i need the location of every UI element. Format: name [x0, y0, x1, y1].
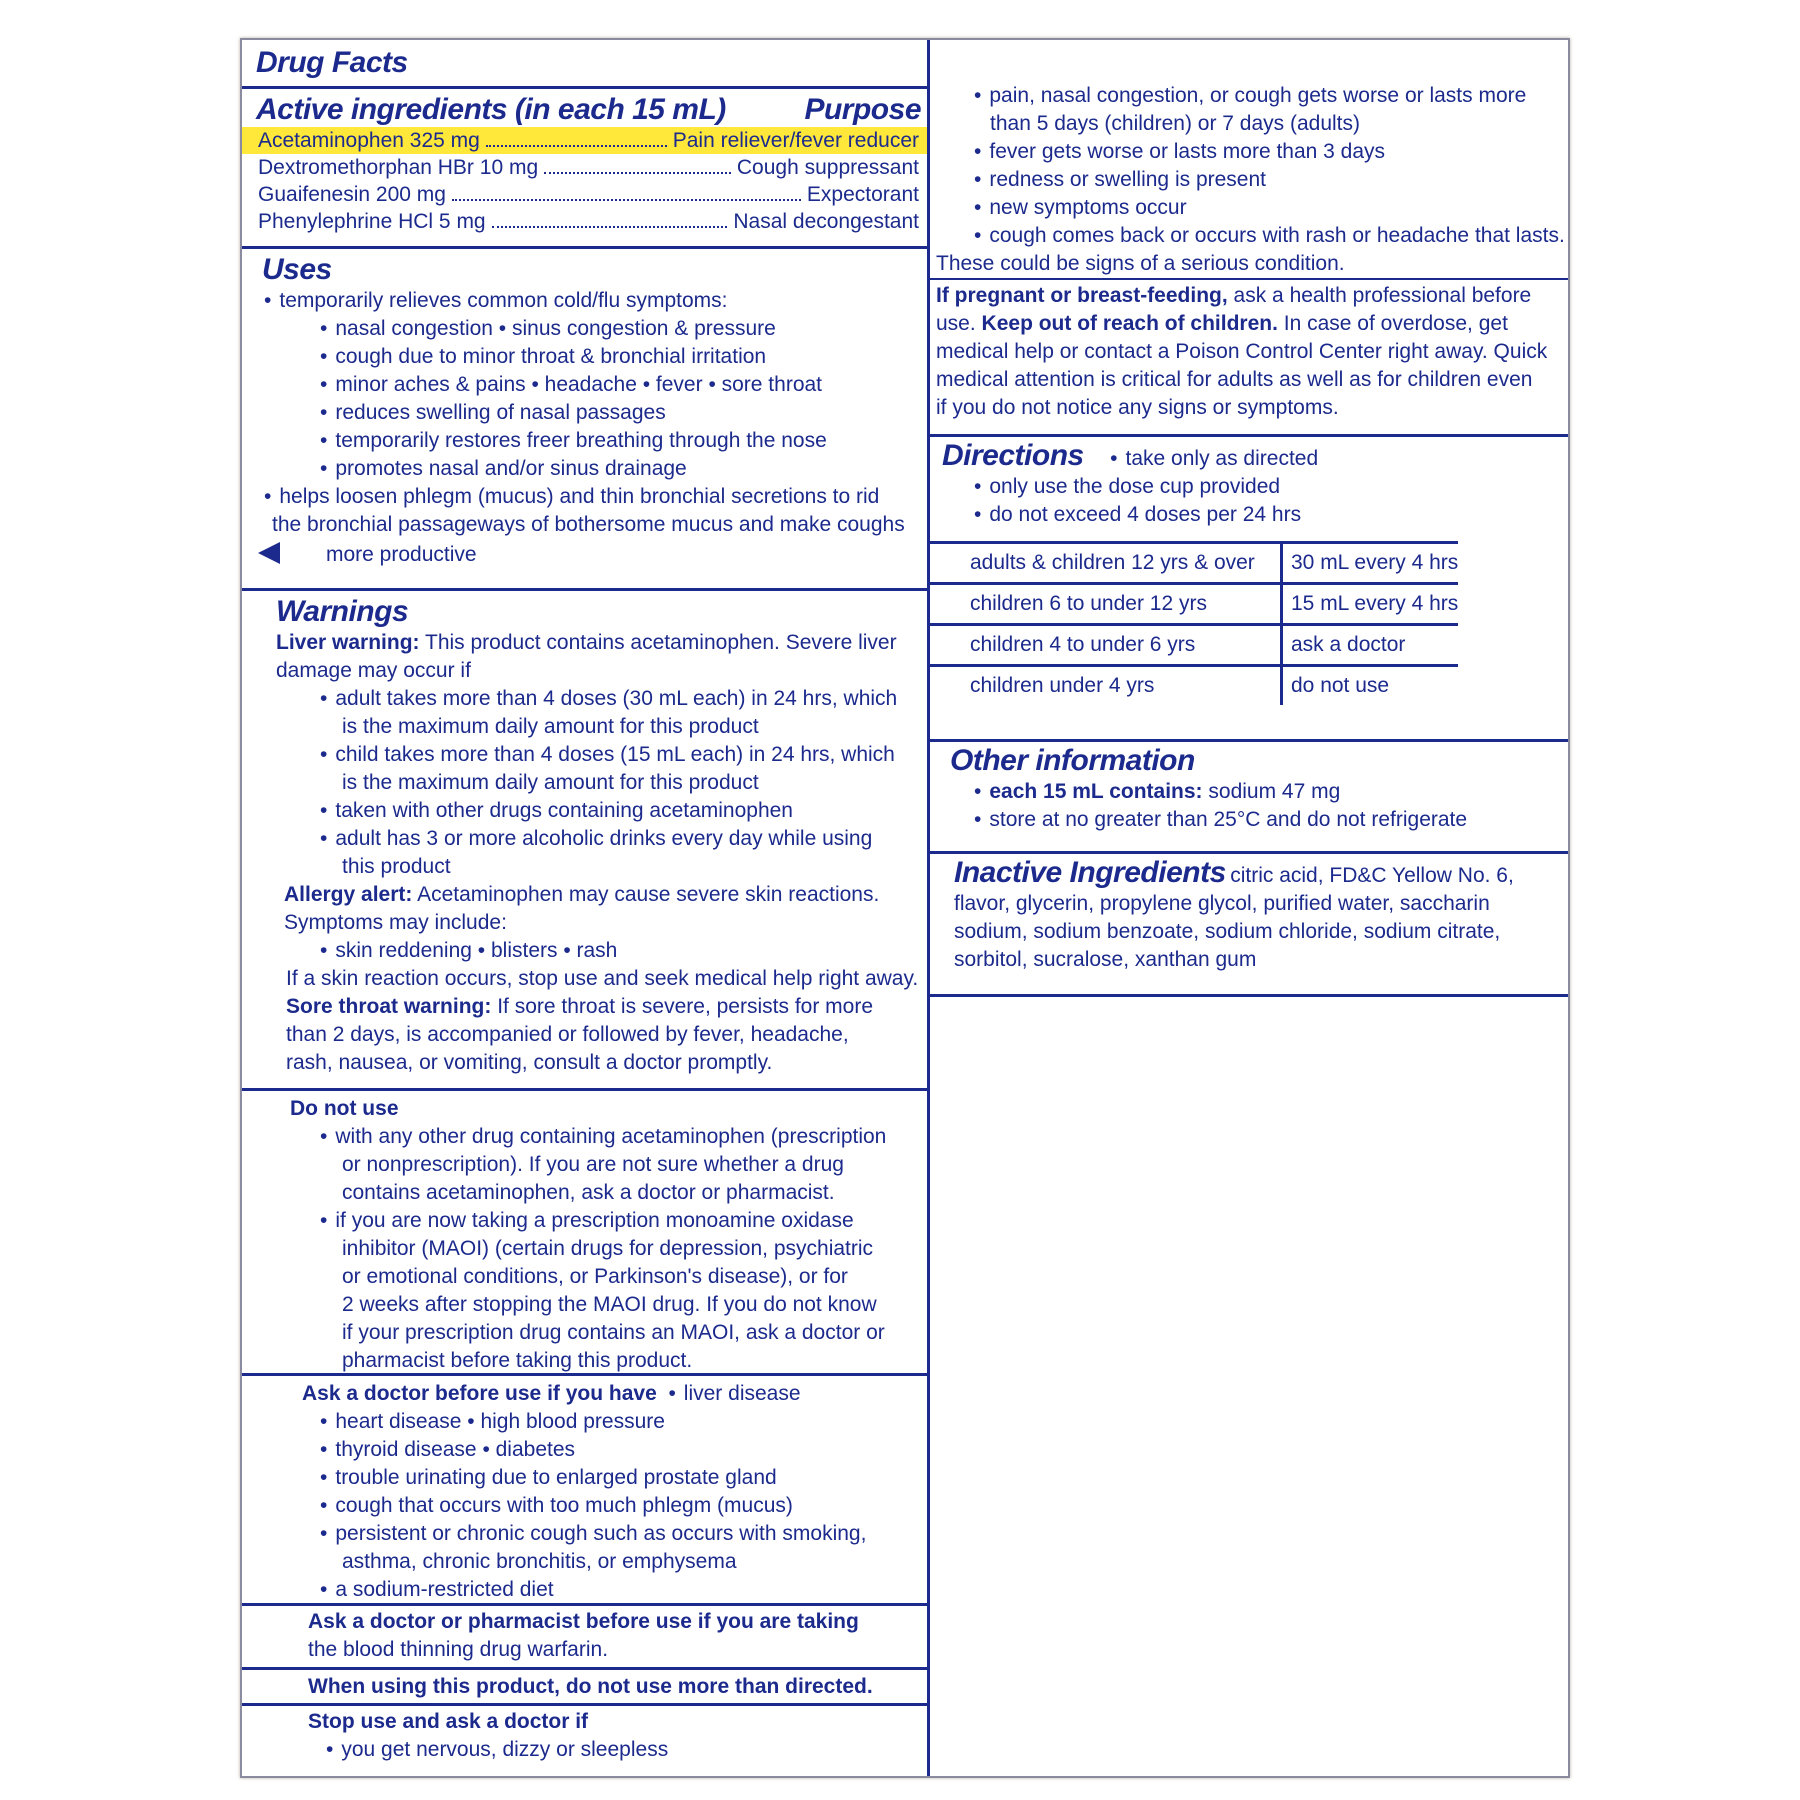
ingredient-row: Guaifenesin 200 mg Expectorant	[258, 183, 919, 206]
list-item: • store at no greater than 25°C and do not refrigerate	[930, 806, 1568, 834]
list-item: • adult takes more than 4 doses (30 mL each) in 24 hrs, which	[242, 685, 927, 713]
list-item: • promotes nasal and/or sinus drainage	[242, 455, 927, 483]
ingredient-row: Phenylephrine HCl 5 mg Nasal decongestant	[258, 210, 919, 233]
uses-heading: Uses	[262, 253, 332, 286]
arrow-left-icon	[258, 542, 280, 564]
page-title: Drug Facts	[256, 46, 408, 79]
list-item: • temporarily restores freer breathing through the nose	[242, 427, 927, 455]
list-item: • cough comes back or occurs with rash or headache that lasts.	[930, 222, 1568, 250]
table-row: children 6 to under 12 yrs 15 mL every 4 hrs	[930, 584, 1458, 625]
list-item: • new symptoms occur	[930, 194, 1568, 222]
other-info-section	[930, 739, 1568, 851]
ask-doctor-section: Ask a doctor before use if you have • liver disease • heart disease • high blood pressure • thyroid disease • diabetes • trouble urinating due to enlarged prostate gland • cough that occurs with too much phlegm (mucus) • persistent or chronic cough such as occurs with smoking, asthma, chronic bronchitis, or emphysema • a sodium-restricted diet	[242, 1373, 927, 1603]
list-item: • child takes more than 4 doses (15 mL each) in 24 hrs, which	[242, 741, 927, 769]
list-item: • skin reddening • blisters • rash	[242, 937, 927, 965]
ask-pharmacist-section: Ask a doctor or pharmacist before use if you are taking the blood thinning drug warfarin.	[242, 1603, 927, 1667]
warnings-heading: Warnings	[276, 595, 409, 628]
other-info-heading: Other information	[950, 744, 1195, 777]
list-item: more productive	[242, 539, 927, 569]
uses-section	[242, 246, 927, 588]
list-item: • fever gets worse or lasts more than 3 days	[930, 138, 1568, 166]
list-item: • minor aches & pains • headache • fever • sore throat	[242, 371, 927, 399]
list-item: • redness or swelling is present	[930, 166, 1568, 194]
list-item: • helps loosen phlegm (mucus) and thin bronchial secretions to rid	[242, 483, 927, 511]
list-item: • each 15 mL contains: sodium 47 mg	[930, 778, 1568, 806]
inactive-heading: Inactive Ingredients	[954, 856, 1226, 889]
list-item: • if you are now taking a prescription monoamine oxidase	[242, 1207, 927, 1235]
table-row: children under 4 yrs do not use	[930, 666, 1458, 706]
do-not-use-heading: Do not use	[290, 1097, 399, 1120]
left-column	[242, 40, 930, 1776]
directions-section: Directions • take only as directed • only use the dose cup provided • do not exceed 4 doses per 24 hrs adults & children 12 yrs & over 30 mL every 4 hrs children 6 to under 12 yrs 15 mL every 4 hrs children 4 to under 6 yrs ask a doctor children under 4 yrs do not use	[930, 434, 1568, 739]
purpose-heading: Purpose	[804, 93, 921, 126]
drug-facts-panel	[240, 38, 1570, 1778]
list-item: • thyroid disease • diabetes	[242, 1436, 927, 1464]
list-item: the bronchial passageways of bothersome mucus and make coughs	[272, 513, 905, 536]
ingredient-row: Acetaminophen 325 mg Pain reliever/fever reducer	[242, 127, 927, 154]
table-row: children 4 to under 6 yrs ask a doctor	[930, 625, 1458, 666]
list-item: • cough due to minor throat & bronchial irritation	[242, 343, 927, 371]
list-item: • adult has 3 or more alcoholic drinks every day while using	[242, 825, 927, 853]
inactive-ingredients-section: Inactive Ingredients citric acid, FD&C Yellow No. 6, flavor, glycerin, propylene glycol, purified water, saccharin sodium, sodium benzoate, sodium chloride, sodium citrate, sorbitol, sucralose, xanthan gum	[930, 851, 1568, 997]
list-item: • a sodium-restricted diet	[242, 1576, 927, 1604]
when-using-section: When using this product, do not use more than directed.	[242, 1667, 927, 1703]
active-heading: Active ingredients (in each 15 mL)	[256, 93, 726, 126]
list-item: • cough that occurs with too much phlegm (mucus)	[242, 1492, 927, 1520]
warnings-section: Warnings Liver warning: This product contains acetaminophen. Severe liver damage may occur if • adult takes more than 4 doses (30 mL each) in 24 hrs, which is the maximum daily amount for this product • child takes more than 4 doses (15 mL each) in 24 hrs, which is the maximum daily amount for this product • taken with other drugs containing acetaminophen • adult has 3 or more alcoholic drinks every day while using this product Allergy alert: Acetaminophen may cause severe skin reactions. Symptoms may include: • skin reddening • blisters • rash If a skin reaction occurs, stop use and seek medical help right away. Sore throat warning: If sore throat is severe, persists for more than 2 days, is accompanied or followed by fever, headache, rash, nausea, or vomiting, consult a doctor promptly.	[242, 588, 927, 1088]
directions-heading: Directions	[942, 439, 1084, 472]
do-not-use-section: Do not use • with any other drug containing acetaminophen (prescription or nonprescription). If you are not sure whether a drug contains acetaminophen, ask a doctor or pharmacist. • if you are now taking a prescription monoamine oxidase inhibitor (MAOI) (certain drugs for depression, psychiatric or emotional conditions, or Parkinson's disease), or for 2 weeks after stopping the MAOI drug. If you do not know if your prescription drug contains an MAOI, ask a doctor or pharmacist before taking this product.	[242, 1088, 927, 1373]
list-item: • pain, nasal congestion, or cough gets worse or lasts more	[930, 82, 1568, 110]
dosage-table	[930, 541, 1458, 705]
list-item: • nasal congestion • sinus congestion & pressure	[242, 315, 927, 343]
list-item: • reduces swelling of nasal passages	[242, 399, 927, 427]
list-item: • with any other drug containing acetaminophen (prescription	[242, 1123, 927, 1151]
list-item: • only use the dose cup provided	[930, 473, 1568, 501]
list-item: • do not exceed 4 doses per 24 hrs	[930, 501, 1568, 529]
list-item: • persistent or chronic cough such as occurs with smoking,	[242, 1520, 927, 1548]
table-row: adults & children 12 yrs & over 30 mL every 4 hrs	[930, 543, 1458, 584]
pregnancy-section: If pregnant or breast-feeding, ask a health professional before use. Keep out of reach of children. In case of overdose, get medical help or contact a Poison Control Center right away. Quick medical attention is critical for adults as well as for children even if you do not notice any signs or symptoms.	[930, 278, 1568, 434]
ask-doctor-heading: Ask a doctor before use if you have	[302, 1382, 657, 1405]
list-item: • temporarily relieves common cold/flu symptoms:	[242, 287, 927, 315]
list-item: • heart disease • high blood pressure	[242, 1408, 927, 1436]
right-column	[930, 40, 1568, 1776]
title-section	[242, 40, 927, 86]
ingredient-row: Dextromethorphan HBr 10 mg Cough suppressant	[258, 156, 919, 179]
active-ingredients-section	[242, 86, 927, 246]
list-item: • trouble urinating due to enlarged prostate gland	[242, 1464, 927, 1492]
list-item: • you get nervous, dizzy or sleepless	[242, 1736, 927, 1764]
list-item: • taken with other drugs containing acetaminophen	[242, 797, 927, 825]
stop-use-heading: Stop use and ask a doctor if	[308, 1710, 589, 1733]
stop-use-continued-section: • pain, nasal congestion, or cough gets worse or lasts more than 5 days (children) or 7 days (adults) • fever gets worse or lasts more than 3 days • redness or swelling is present • new symptoms occur • cough comes back or occurs with rash or headache that lasts. These could be signs of a serious condition.	[930, 40, 1568, 278]
stop-use-section	[242, 1703, 927, 1776]
